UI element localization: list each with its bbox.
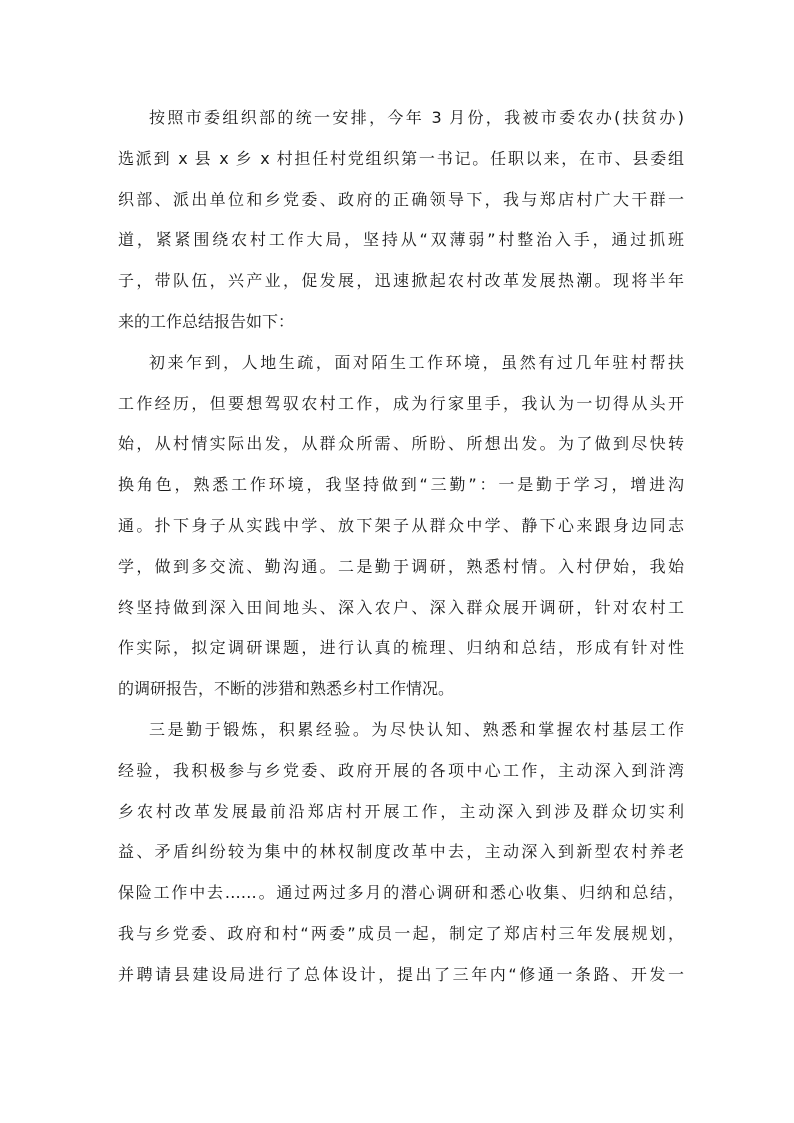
paragraph-1 [118,98,684,343]
paragraph-line: 乡农村改革发展最前沿郑店村开展工作，主动深入到涉及群众切实利 [118,801,684,821]
paragraph-line: 按照市委组织部的统一安排，今年 3 月份，我被市委农办(扶贫办) [149,108,684,127]
paragraph-line: 初来乍到，人地生疏，面对陌生工作环境，虽然有过几年驻村帮扶 [149,352,684,372]
paragraph-line: 织部、派出单位和乡党委、政府的正确领导下，我与郑店村广大干群一 [118,189,684,209]
paragraph-line: 子，带队伍，兴产业，促发展，迅速掀起农村改革发展热潮。现将半年 [118,271,684,291]
paragraph-2 [118,343,684,710]
paragraph-line: 并聘请县建设局进行了总体设计，提出了三年内“修通一条路、开发一 [118,964,684,984]
paragraph-line: 通。扑下身子从实践中学、放下架子从群众中学、静下心来跟身边同志 [118,515,684,535]
document-body [118,98,684,996]
paragraph-line: 益、矛盾纠纷较为集中的林权制度改革中去，主动深入到新型农村养老 [118,842,684,862]
paragraph-line: 来的工作总结报告如下： [118,311,295,331]
paragraph-line: 作实际，拟定调研课题，进行认真的梳理、归纳和总结，形成有针对性 [118,638,684,658]
paragraph-line: 经验，我积极参与乡党委、政府开展的各项中心工作，主动深入到浒湾 [118,760,684,780]
paragraph-line: 选派到 x 县 x 乡 x 村担任村党组织第一书记。任职以来，在市、县委组 [118,148,684,168]
paragraph-line: 始，从村情实际出发，从群众所需、所盼、所想出发。为了做到尽快转 [118,434,684,454]
paragraph-line: 我与乡党委、政府和村“两委”成员一起，制定了郑店村三年发展规划， [118,923,684,943]
paragraph-line: 三是勤于锻炼，积累经验。为尽快认知、熟悉和掌握农村基层工作 [149,719,684,739]
paragraph-3 [118,710,684,996]
paragraph-line: 道，紧紧围绕农村工作大局，坚持从“双薄弱”村整治入手，通过抓班 [118,230,684,250]
paragraph-line: 终坚持做到深入田间地头、深入农户、深入群众展开调研，针对农村工 [118,597,684,617]
paragraph-line: 工作经历，但要想驾驭农村工作，成为行家里手，我认为一切得从头开 [118,393,684,413]
paragraph-line: 保险工作中去……。通过两过多月的潜心调研和悉心收集、归纳和总结， [118,883,684,903]
paragraph-line: 学，做到多交流、勤沟通。二是勤于调研，熟悉村情。入村伊始，我始 [118,556,684,576]
paragraph-line: 的调研报告，不断的涉猎和熟悉乡村工作情况。 [118,679,455,699]
paragraph-line: 换角色，熟悉工作环境，我坚持做到“三勤”：一是勤于学习，增进沟 [118,475,684,495]
